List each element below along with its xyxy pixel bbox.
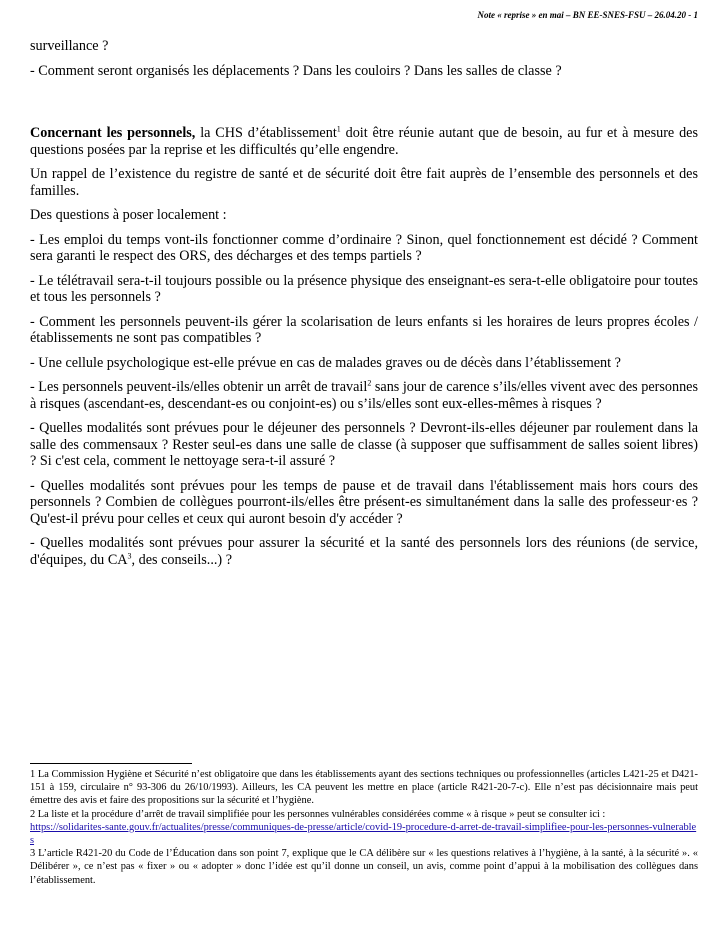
footnote-2: 2 La liste et la procédure d’arrêt de travail simplifiée pour les personnes vulnérables considérées comme « à risque » peut se consulter ici : https://solidarites-sante.gouv.fr/actualites/presse/communiques-de-presse/article/covid-19-procedure-d-arret-de-travail-simplifiee-pour-les-personnes-vulnerables (30, 808, 697, 847)
spacer (30, 87, 698, 125)
footnote-ref-2[interactable]: 2 (367, 378, 372, 388)
footnote-ref-1[interactable]: 1 (336, 124, 341, 134)
page-header: Note « reprise » en mai – BN EE-SNES-FSU – 26.04.20 - 1 (477, 10, 698, 20)
paragraph: - Une cellule psychologique est-elle prévue en cas de malades graves ou de décès dans l’établissement ? (30, 354, 621, 371)
footnote-3: 3 L’article R421-20 du Code de l’Éducation dans son point 7, explique que le CA délibère sur « les questions relatives à l’hygiène, à la santé, à la sécurité ». « Délibérer », ce n’est pas « fixer » ou « adopter » donc l’idée est qu’il donne un conseil, un avis, comme point d’appui à la mobilisation des collègues dans l’établissement. (30, 848, 698, 886)
paragraph: Un rappel de l’existence du registre de santé et de sécurité doit être fait auprès de l’ensemble des personnels et des familles. (30, 166, 698, 199)
document-body (30, 38, 698, 576)
paragraph: - Quelles modalités sont prévues pour assurer la sécurité et la santé des personnels lors des réunions (de service, d'équipes, du $CA^3$, des conseils...) ? (30, 535, 698, 568)
paragraph: - Comment seront organisés les déplacements ? Dans les couloirs ? Dans les salles de classe ? (30, 62, 562, 79)
paragraph: surveillance ? (30, 38, 109, 54)
footnote-divider (30, 763, 192, 764)
footnote-1: 1 La Commission Hygiène et Sécurité n’est obligatoire que dans les établissements ayant des sections techniques ou professionnelles (articles L421-25 et D421-151 à 159, circulaire n° 93-306 du 26/10/1993). Ailleurs, les CA peuvent les mettre en place (article R421-20-7-c). Elle n’est pas décisionnaire mais peut émettre des avis et faire des propositions sur la sécurité et l’hygiène. (30, 769, 698, 807)
bold-lead: Concernant les personnels, (30, 125, 196, 141)
paragraph: - Les personnels peuvent-ils/elles obtenir un arrêt de travail$^2$ sans jour de carence s’ils/elles vivent avec des personnes à risques (ascendant-es, descendant-es ou conjoint-es) ou s’ils/elles sont eux-elles-mêmes à risques ? (30, 378, 698, 412)
footnotes (30, 768, 698, 887)
footnote-ref-3[interactable]: 3 (127, 550, 132, 560)
paragraph: - Quelles modalités sont prévues pour les temps de pause et de travail dans l'établissement mais hors cours des personnels ? Combien de collègues pourront-ils/elles être présent-es simultanément dans la salle des professeur·es ? Qu'est-il prévu pour celles et ceux qui auront besoin d'y accéder ? (30, 477, 698, 527)
footnote-link[interactable]: https://solidarites-sante.gouv.fr/actualites/presse/communiques-de-presse/article/covid-19-procedure-d-arret-de-travail-simplifiee-pour-les-personnes-vulnerables (30, 821, 697, 847)
paragraph: - Comment les personnels peuvent-ils gérer la scolarisation de leurs enfants si les horaires de leurs propres écoles / établissements ne sont pas compatibles ? (30, 313, 698, 346)
paragraph: - Les emploi du temps vont-ils fonctionner comme d’ordinaire ? Sinon, quel fonctionnement est décidé ? Comment sera garanti le respect des ORS, des décharges et des temps partiels ? (30, 231, 698, 264)
paragraph: - Le télétravail sera-t-il toujours possible ou la présence physique des enseignant-es sera-t-elle obligatoire pour toutes et tous les personnels ? (30, 272, 698, 305)
paragraph: Des questions à poser localement : (30, 207, 227, 223)
paragraph: - Quelles modalités sont prévues pour le déjeuner des personnels ? Devront-ils-elles déjeuner par roulement dans la salle des commensaux ? Rester seul-es dans une salle de classe (à supposer que suffisamment de salles soient libres) ? Si c'est cela, comment le nettoyage sera-t-il assuré ? (30, 420, 698, 469)
paragraph-personnels: Concernant les personnels, la CHS d’établissement$^1$ doit être réunie autant que de besoin, au fur et à mesure des questions posées par la reprise et les difficultés qu’elle engendre. (30, 124, 698, 158)
